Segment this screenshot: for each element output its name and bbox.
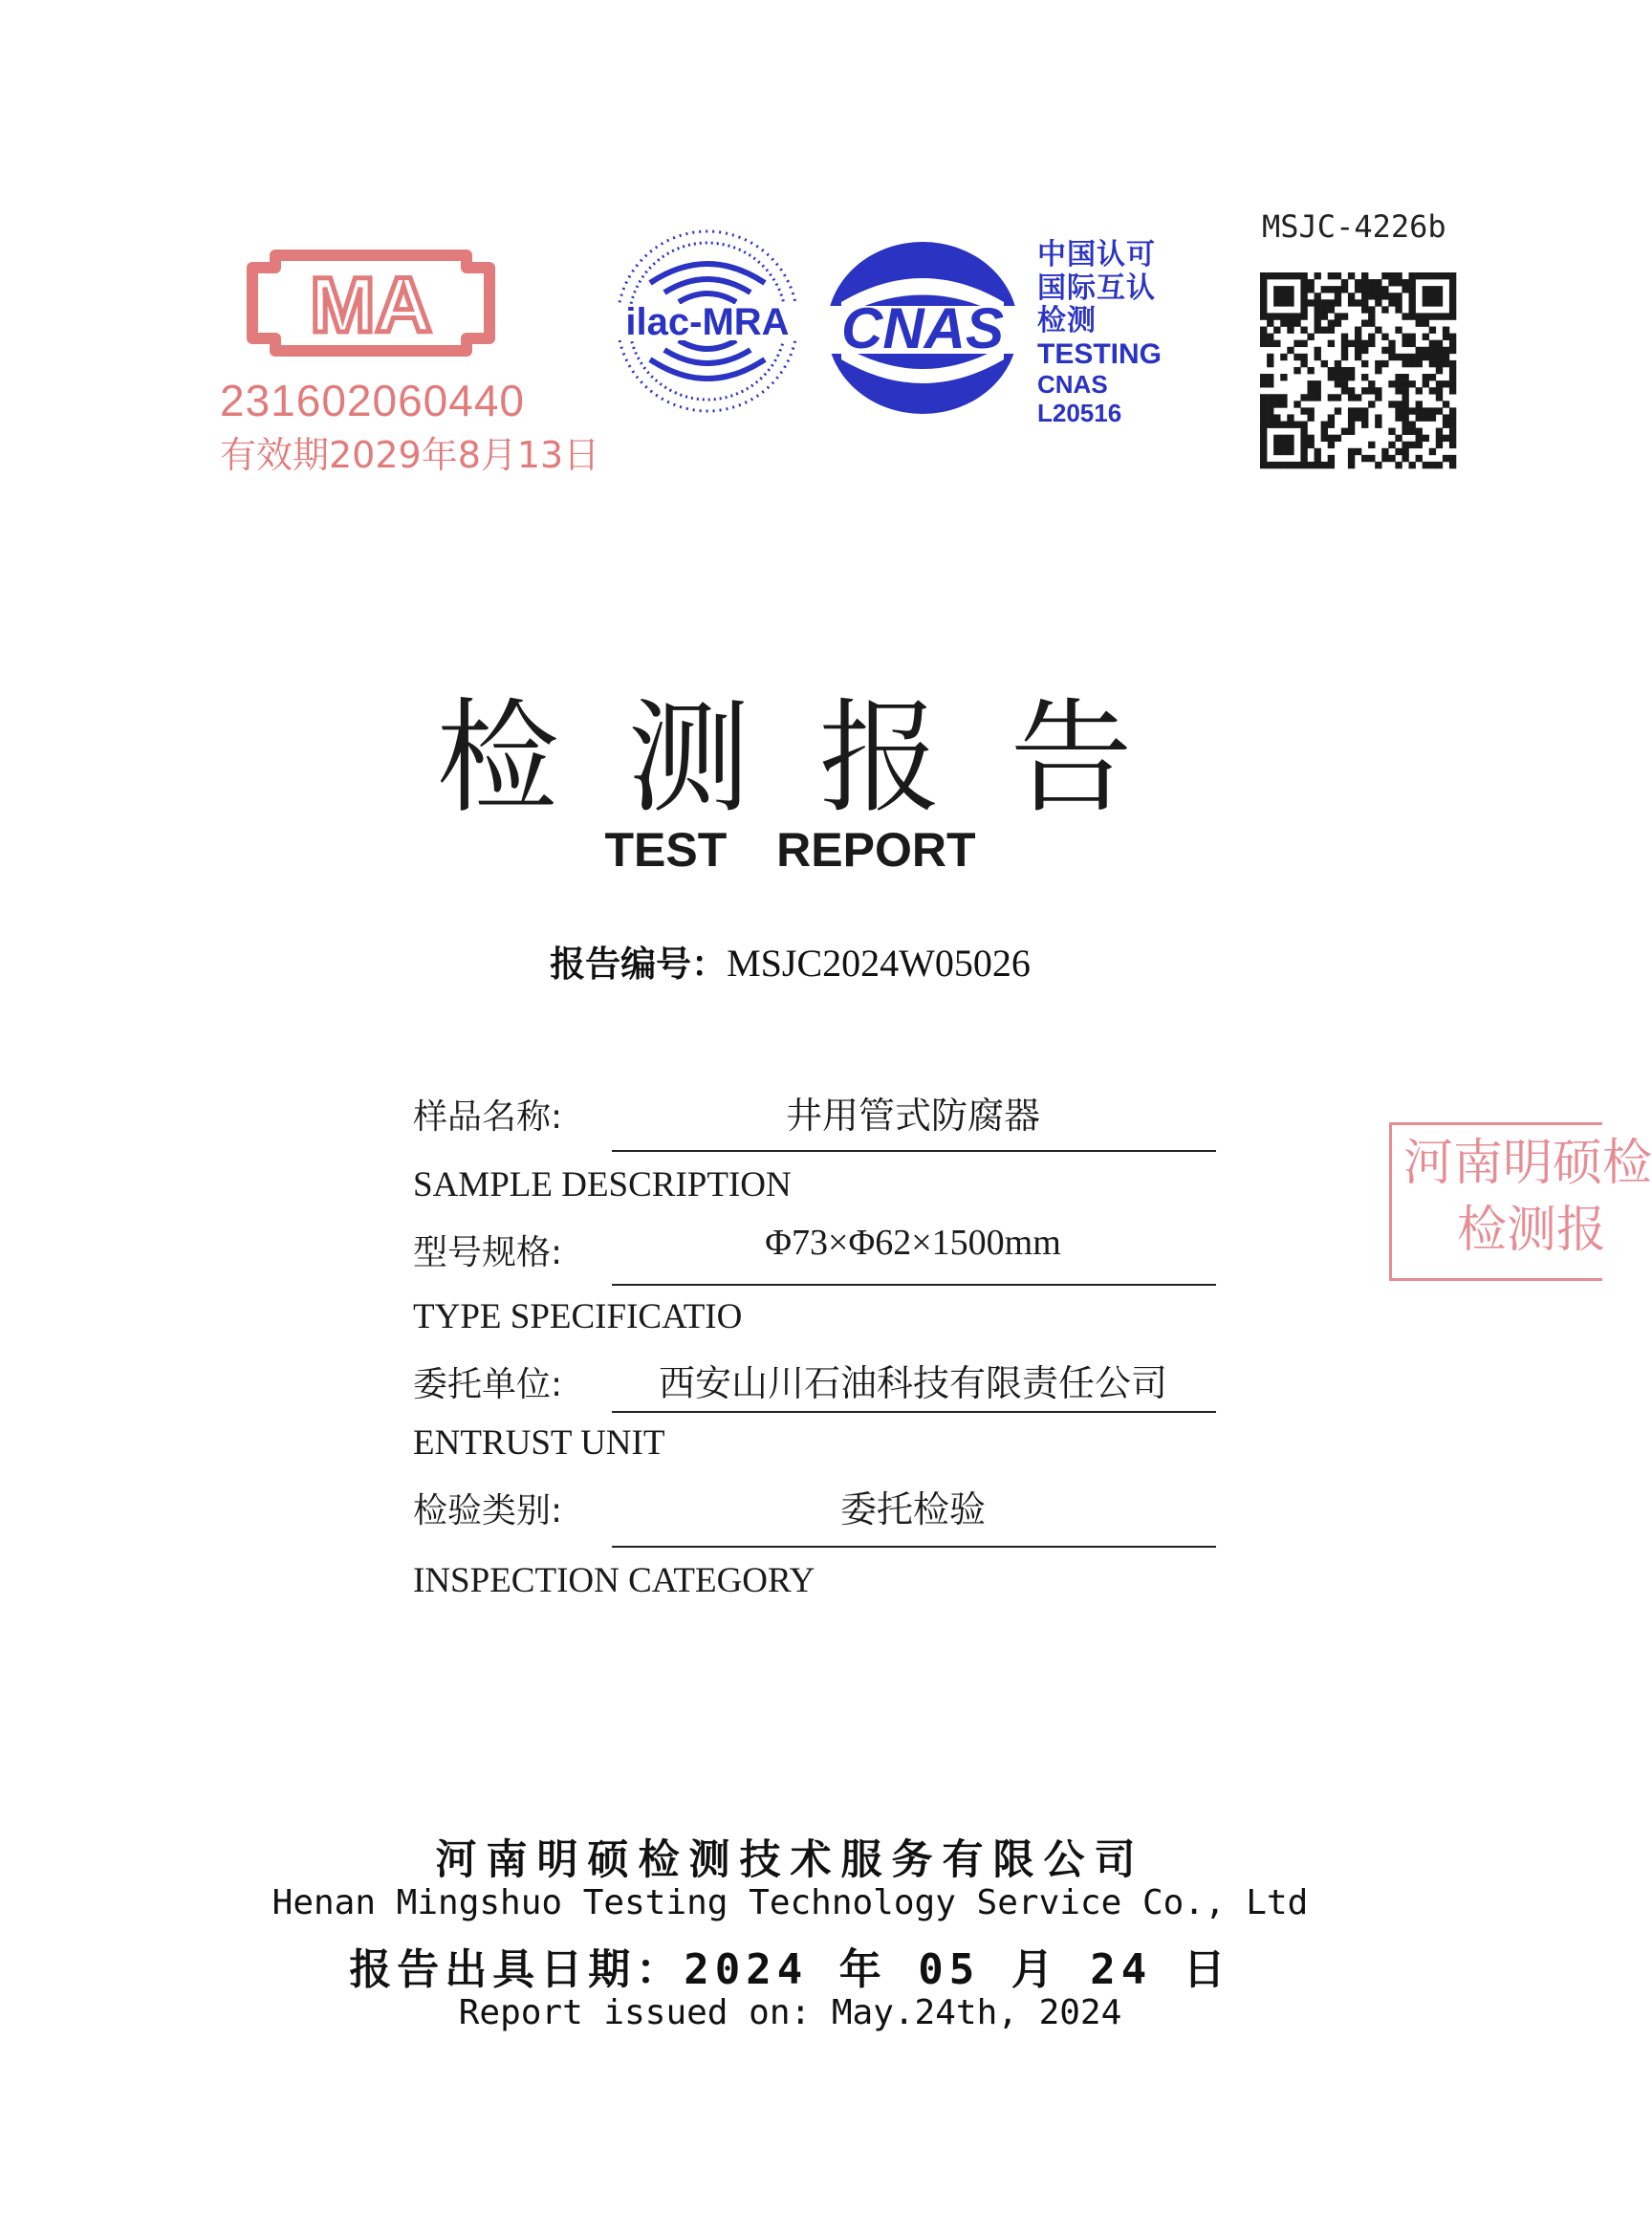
title-cn: 检测报告 bbox=[436, 687, 1202, 830]
sample-name-underline bbox=[612, 1150, 1216, 1152]
issue-date-cn: 报告出具日期：2024 年 05 月 24 日 bbox=[349, 1945, 1231, 1994]
inspection-category-label: 检验类别: bbox=[413, 1491, 563, 1530]
type-spec-label: 型号规格: bbox=[413, 1233, 563, 1272]
sample-name-value: 井用管式防腐器 bbox=[785, 1095, 1040, 1137]
stamp-line-2: 检测报 bbox=[1457, 1202, 1607, 1259]
cma-cert-number: 231602060440 bbox=[220, 376, 525, 425]
sample-description-label: SAMPLE DESCRIPTION bbox=[413, 1165, 792, 1204]
entrust-unit-underline bbox=[612, 1411, 1216, 1413]
title-en: TEST REPORT bbox=[604, 823, 976, 877]
cnas-line-testing-en: TESTING bbox=[1037, 337, 1163, 370]
company-stamp bbox=[1389, 1122, 1652, 1281]
cnas-accreditation-code: CNAS L20516 bbox=[1037, 370, 1122, 427]
entrust-unit-value: 西安山川石油科技有限责任公司 bbox=[658, 1362, 1167, 1404]
sample-name-label: 样品名称: bbox=[413, 1097, 563, 1137]
issue-date-en: Report issued on: May.24th, 2024 bbox=[458, 1993, 1122, 2032]
entrust-unit-en-label: ENTRUST UNIT bbox=[413, 1423, 665, 1463]
cnas-line-mutual: 国际互认 bbox=[1037, 271, 1156, 305]
inspection-category-underline bbox=[612, 1546, 1216, 1548]
company-name-en: Henan Mingshuo Testing Technology Service Co., Ltd bbox=[272, 1883, 1309, 1922]
report-number-label: 报告编号： bbox=[550, 944, 728, 985]
qr-code-icon bbox=[1260, 272, 1456, 468]
ilac-mra-logo bbox=[612, 216, 803, 426]
report-number bbox=[0, 935, 1580, 987]
inspection-category-value: 委托检验 bbox=[839, 1488, 986, 1530]
cnas-info-block bbox=[1037, 239, 1181, 428]
ilac-mra-icon bbox=[612, 216, 803, 426]
ilac-mra-text: ilac-MRA bbox=[625, 301, 790, 343]
form-code: MSJC-4226b bbox=[1262, 208, 1446, 245]
entrust-unit-label: 委托单位: bbox=[413, 1365, 563, 1404]
cma-valid-date: 有效期2029年8月13日 bbox=[220, 434, 600, 476]
cnas-line-recognition: 中国认可 bbox=[1037, 238, 1156, 271]
cnas-line-testing-cn: 检测 bbox=[1037, 304, 1097, 337]
company-name-cn: 河南明硕检测技术服务有限公司 bbox=[435, 1836, 1145, 1884]
cma-logo-text: MA bbox=[310, 262, 432, 349]
type-spec-value: Φ73×Φ62×1500mm bbox=[765, 1223, 1061, 1263]
report-number-value: MSJC2024W05026 bbox=[727, 942, 1031, 985]
type-spec-underline bbox=[612, 1284, 1216, 1286]
type-specification-label: TYPE SPECIFICATIO bbox=[413, 1297, 743, 1336]
cma-logo-icon bbox=[237, 241, 505, 365]
cnas-logo-icon bbox=[803, 235, 1042, 422]
cnas-logo bbox=[803, 235, 1042, 422]
stamp-line-1: 河南明硕检 bbox=[1403, 1135, 1652, 1192]
inspection-category-en-label: INSPECTION CATEGORY bbox=[413, 1561, 815, 1600]
cma-seal bbox=[220, 241, 600, 476]
cnas-text: CNAS bbox=[840, 296, 1005, 360]
